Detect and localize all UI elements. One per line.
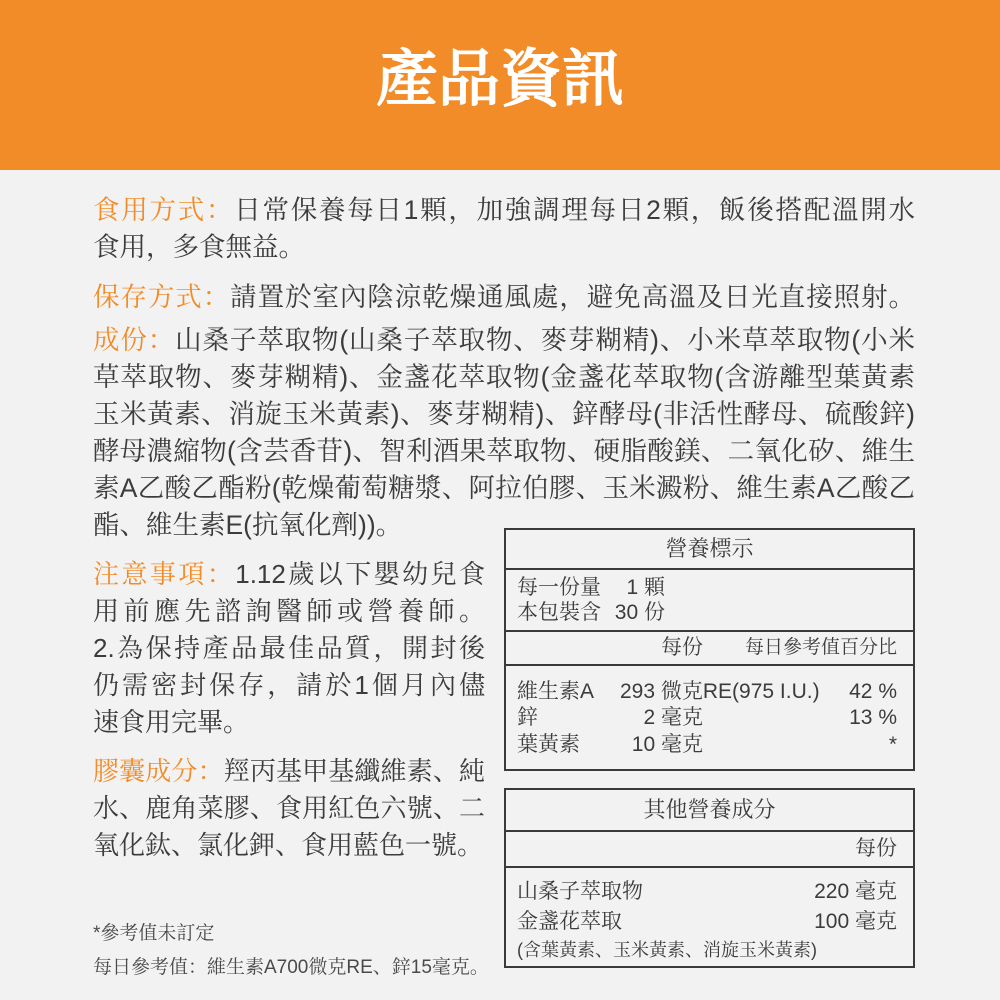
capsule-line (93, 753, 485, 790)
notes-line: 仍需密封保存，請於1個月內儘 (93, 670, 485, 700)
footnotes (93, 917, 489, 985)
notes-line: 2.為保持產品最佳品質，開封後 (93, 633, 485, 663)
serving-size-value: 1 顆 (626, 575, 665, 599)
ingredients-text: 山桑子萃取物(山桑子萃取物、麥芽糊精)、小米草萃取物(小米 (175, 325, 915, 355)
usage-section (93, 192, 915, 266)
other-nutrients-table (504, 788, 915, 968)
nutrient-amount: 293 微克RE(975 I.U.) (620, 679, 820, 703)
storage-section (93, 279, 915, 316)
storage-text: 請置於室內陰涼乾燥通風處，避免高溫及日光直接照射。 (230, 282, 916, 312)
capsule-label: 膠囊成分： (93, 756, 224, 786)
usage-label: 食用方式： (93, 195, 235, 225)
capsule-line: 氧化鈦、氯化鉀、食用藍色一號。 (93, 830, 484, 860)
other-nutrient-row (506, 907, 913, 937)
ingredients-line: 素A乙酸乙酯粉(乾燥葡萄糖漿、阿拉伯膠、玉米澱粉、維生素A乙酸乙 (93, 473, 915, 503)
serving-size-label: 每一份量 (517, 575, 601, 599)
ingredients-line: 酯、維生素E(抗氧化劑))。 (93, 510, 403, 540)
capsule-text: 羥丙基甲基纖維素、純 (223, 756, 485, 786)
daily-value-header: 每日參考值百分比 (744, 637, 897, 658)
other-nutrient-amount: 220 毫克 (814, 880, 897, 903)
usage-line (93, 192, 915, 229)
other-nutrients-title-row (506, 790, 913, 832)
capsule-section (93, 753, 485, 864)
other-nutrients-values (506, 868, 913, 966)
other-nutrients-header-row (506, 832, 913, 868)
per-serving-header: 每份 (661, 636, 703, 659)
nutrient-amount: 10 毫克 (631, 732, 703, 756)
nutrient-daily-value: 42 % (849, 679, 897, 703)
notes-line (93, 556, 485, 593)
other-nutrient-name: 金盞花萃取 (517, 910, 622, 933)
nutrition-facts-table (504, 528, 915, 771)
nutrient-name: 葉黃素 (517, 732, 580, 756)
usage-line: 食用，多食無益。 (93, 232, 305, 262)
ingredients-line: 草萃取物、麥芽糊精)、金盞花萃取物(金盞花萃取物(含游離型葉黃素 (93, 362, 915, 392)
notes-section (93, 556, 485, 741)
notes-line: 用前應先諮詢醫師或營養師。 (93, 596, 485, 626)
other-nutrient-row (506, 877, 913, 907)
page-title: 產品資訊 (375, 45, 624, 114)
notes-text: 1.12歲以下嬰幼兒食 (235, 559, 485, 589)
usage-text: 日常保養每日1顆，加強調理每日2顆，飯後搭配溫開水 (234, 195, 916, 225)
other-nutrient-note: (含葉黃素、玉米黃素、消旋玉米黃素) (517, 940, 817, 960)
ingredients-line: 玉米黃素、消旋玉米黃素)、麥芽糊精)、鋅酵母(非活性酵母、硫酸鋅) (93, 399, 915, 429)
serving-size (506, 575, 913, 600)
notes-line: 速食用完畢。 (93, 707, 250, 737)
storage-line (93, 279, 915, 316)
nutrient-row (506, 732, 913, 759)
footnote-daily-reference: 每日參考值：維生素A700微克RE、鋅15毫克。 (93, 957, 489, 978)
nutrient-name: 鋅 (517, 706, 538, 729)
other-per-serving-header: 每份 (855, 837, 897, 860)
nutrient-amount: 2 毫克 (643, 706, 703, 729)
storage-label: 保存方式： (93, 282, 231, 312)
other-nutrient-name: 山桑子萃取物 (517, 880, 643, 903)
capsule-line: 水、鹿角菜膠、食用紅色六號、二 (93, 793, 485, 823)
nutrition-values (506, 666, 913, 769)
nutrient-daily-value: 13 % (849, 706, 897, 729)
nutrient-row (506, 705, 913, 732)
other-nutrient-amount: 100 毫克 (814, 910, 897, 933)
nutrient-name: 維生素A (517, 679, 595, 703)
servings-per-package (506, 600, 913, 625)
nutrition-header-row (506, 632, 913, 666)
ingredients-line: 酵母濃縮物(含芸香苷)、智利酒果萃取物、硬脂酸鎂、二氧化矽、維生 (93, 436, 915, 466)
nutrient-daily-value: * (888, 732, 897, 756)
serving-info-row (506, 570, 913, 632)
ingredients-section (93, 322, 915, 544)
notes-label: 注意事項： (93, 559, 236, 589)
other-nutrients-title: 其他營養成分 (643, 797, 776, 822)
header-banner (0, 0, 1000, 170)
ingredients-label: 成份： (93, 325, 176, 355)
servings-per-package-value: 30 份 (614, 600, 665, 624)
nutrient-row (506, 679, 913, 706)
footnote-reference-undefined: *參考值未訂定 (93, 923, 215, 944)
servings-per-package-label: 本包裝含 (517, 600, 601, 624)
nutrition-title: 營養標示 (665, 536, 754, 561)
ingredients-line (93, 322, 915, 359)
nutrition-title-row (506, 530, 913, 570)
